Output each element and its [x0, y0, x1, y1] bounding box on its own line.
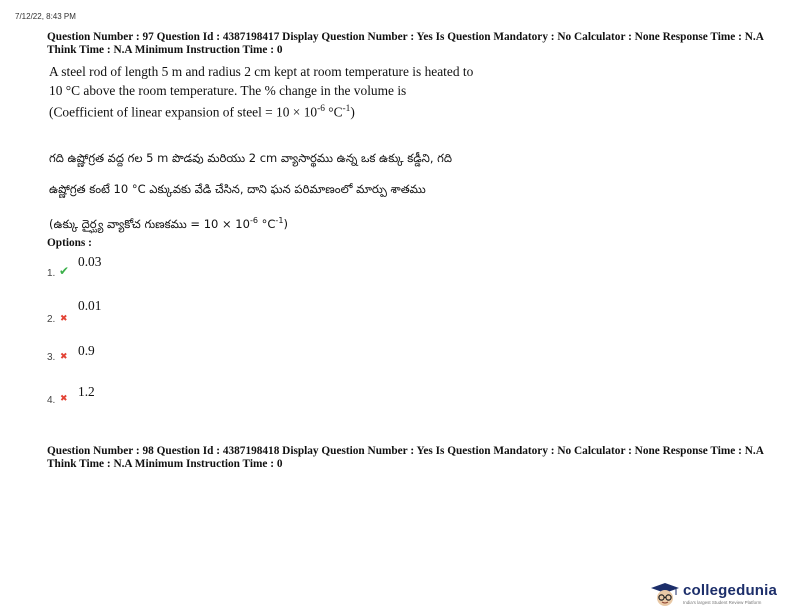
- options-label: Options :: [47, 237, 92, 249]
- option-2-number: 2.: [47, 314, 56, 325]
- question-telugu-line-3: (ఉక్కు దైర్ఘ్య వ్యాకోచ గుణకము = $10 \times 10^{-6}$ $^\circ C^{-1}$): [49, 216, 288, 231]
- option-1-value: 0.03: [78, 254, 102, 269]
- question-97-text-telugu: [49, 143, 669, 240]
- option-3-number: 3.: [47, 352, 56, 363]
- question-telugu-line-1: గది ఉష్ణోగ్రత వద్ద గల 5 m పొడవు మరియు 2 cm వ్యాసార్థము ఉన్న ఒక ఉక్కు కడ్డీని, గది: [49, 151, 452, 165]
- question-english-line-2: 10 °C above the room temperature. The % change in the volume is: [49, 83, 407, 98]
- logo-tagline: India's largest Student Review Platform: [683, 600, 762, 605]
- option-2-value: 0.01: [78, 298, 102, 313]
- option-4-number: 4.: [47, 395, 56, 406]
- question-english-line-3: (Coefficient of linear expansion of steel = $10 \times 10^{-6}$ $^\circ C^{-1}$): [49, 104, 355, 120]
- question-telugu-line-2: ఉష్ణోగ్రత కంటే 10 °C ఎక్కువకు వేడి చేసిన, దాని ఘన పరిమాణంలో మార్పు శాతము: [49, 182, 426, 196]
- question-97-header: Question Number : 97 Question Id : 4387198417 Display Question Number : Yes Is Question Mandatory : No Calculator : None Response Time : N.A Think Time : N.A Minimum Instruction Time : 0: [47, 31, 764, 56]
- cross-icon: ✖: [60, 314, 68, 324]
- check-icon: ✔: [59, 264, 70, 278]
- cross-icon: ✖: [60, 352, 68, 362]
- question-english-line-1: A steel rod of length 5 m and radius 2 cm kept at room temperature is heated to: [49, 64, 474, 79]
- graduate-mascot-icon: [650, 582, 680, 608]
- print-timestamp: 7/12/22, 8:43 PM: [15, 12, 76, 21]
- option-3-value: 0.9: [78, 343, 95, 358]
- question-97-text-english: [49, 62, 609, 121]
- option-1-number: 1.: [47, 268, 56, 279]
- cross-icon: ✖: [60, 394, 68, 404]
- logo-wordmark: collegedunia: [683, 582, 778, 599]
- question-98-header: Question Number : 98 Question Id : 4387198418 Display Question Number : Yes Is Question Mandatory : No Calculator : None Response Time : N.A Think Time : N.A Minimum Instruction Time : 0: [47, 445, 764, 470]
- option-4-value: 1.2: [78, 384, 95, 399]
- collegedunia-logo: [650, 582, 790, 608]
